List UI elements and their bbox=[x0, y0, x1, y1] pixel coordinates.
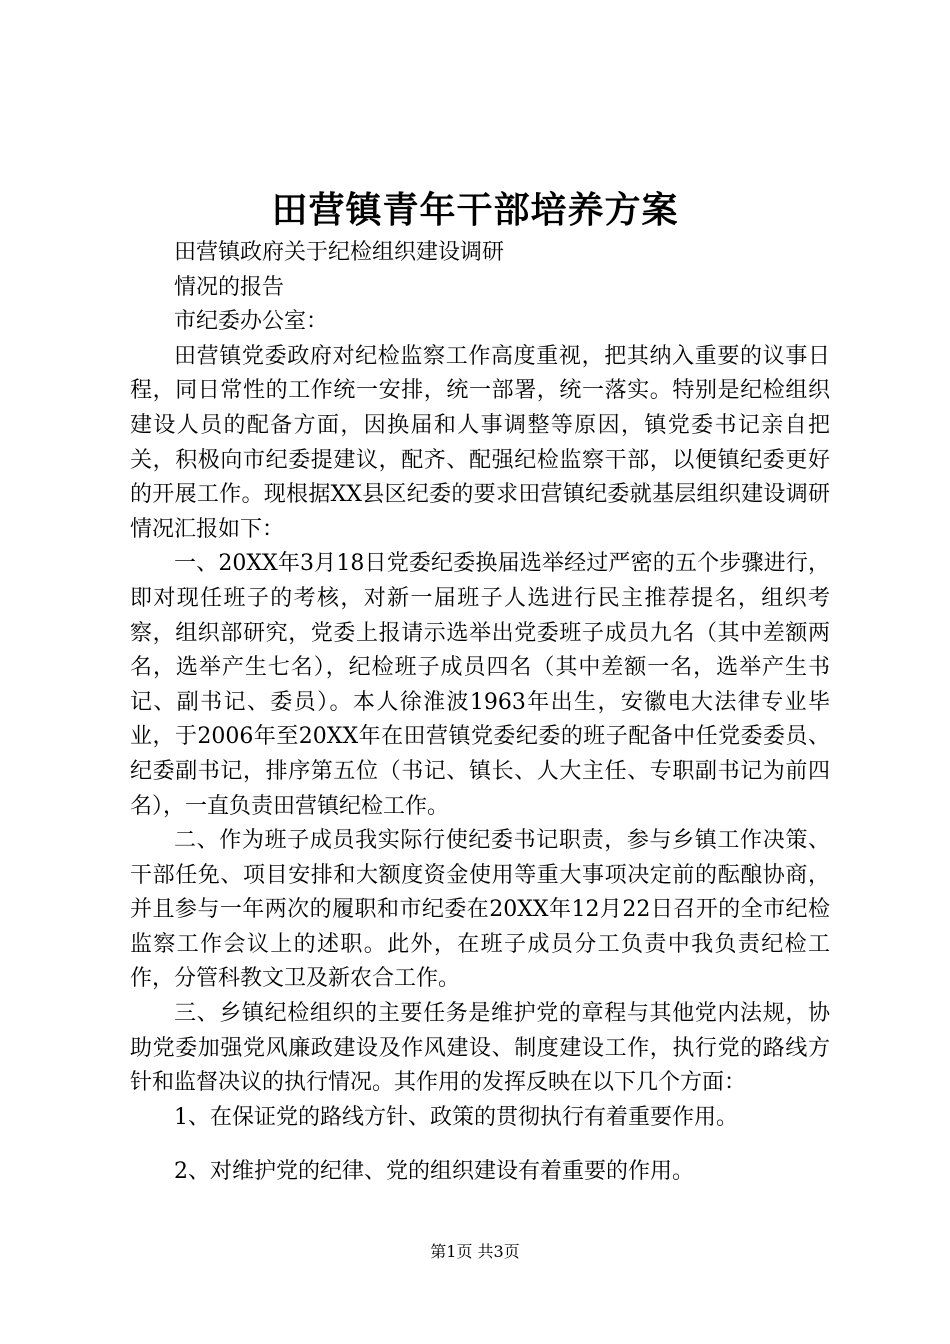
list-item-2: 2、对维护党的纪律、党的组织建设有着重要的作用。 bbox=[174, 1159, 694, 1185]
document-body bbox=[130, 236, 830, 1190]
document-title: 田营镇青年干部培养方案 bbox=[271, 189, 679, 231]
paragraph-section-1: 一、20XX年3月18日党委纪委换届选举经过严密的五个步骤进行，即对现任班子的考核，对新一届班子人选进行民主推荐提名，组织考察，组织部研究，党委上报请示选举出党委班子成员九名（其中差额两名，选举产生七名），纪检班子成员四名（其中差额一名，选举产生书记、副书记、委员）。本人徐淮波1963年出生，安徽电大法律专业毕业，于2006年至20XX年在田营镇党委纪委的班子配备中任党委委员、纪委副书记，排序第五位（书记、镇长、人大主任、专职副书记为前四名），一直负责田营镇纪检工作。 bbox=[130, 551, 830, 819]
page-footer: 第1页 共3页 bbox=[430, 1242, 520, 1261]
subtitle-line-2: 情况的报告 bbox=[174, 274, 285, 300]
paragraph-section-3: 三、乡镇纪检组织的主要任务是维护党的章程与其他党内法规，协助党委加强党风廉政建设及作风建设、制度建设工作，执行党的路线方针和监督决议的执行情况。其作用的发挥反映在以下几个方面： bbox=[130, 1001, 830, 1096]
salutation: 市纪委办公室： bbox=[174, 309, 329, 335]
paragraph-section-2: 二、作为班子成员我实际行使纪委书记职责，参与乡镇工作决策、干部任免、项目安排和大额度资金使用等重大事项决定前的酝酿协商，并且参与一年两次的履职和市纪委在20XX年12月22日召开的全市纪检监察工作会议上的述职。此外，在班子成员分工负责中我负责纪检工作，分管科教文卫及新农合工作。 bbox=[130, 828, 830, 992]
paragraph-intro: 田营镇党委政府对纪检监察工作高度重视，把其纳入重要的议事日程，同日常性的工作统一安排，统一部署，统一落实。特别是纪检组织建设人员的配备方面，因换届和人事调整等原因，镇党委书记亲自把关，积极向市纪委提建议，配齐、配强纪检监察干部，以便镇纪委更好的开展工作。现根据XX县区纪委的要求田营镇纪委就基层组织建设调研情况汇报如下： bbox=[130, 343, 830, 542]
subtitle-line-1: 田营镇政府关于纪检组织建设调研 bbox=[174, 240, 505, 265]
list-item-1: 1、在保证党的路线方针、政策的贯彻执行有着重要作用。 bbox=[174, 1104, 738, 1130]
